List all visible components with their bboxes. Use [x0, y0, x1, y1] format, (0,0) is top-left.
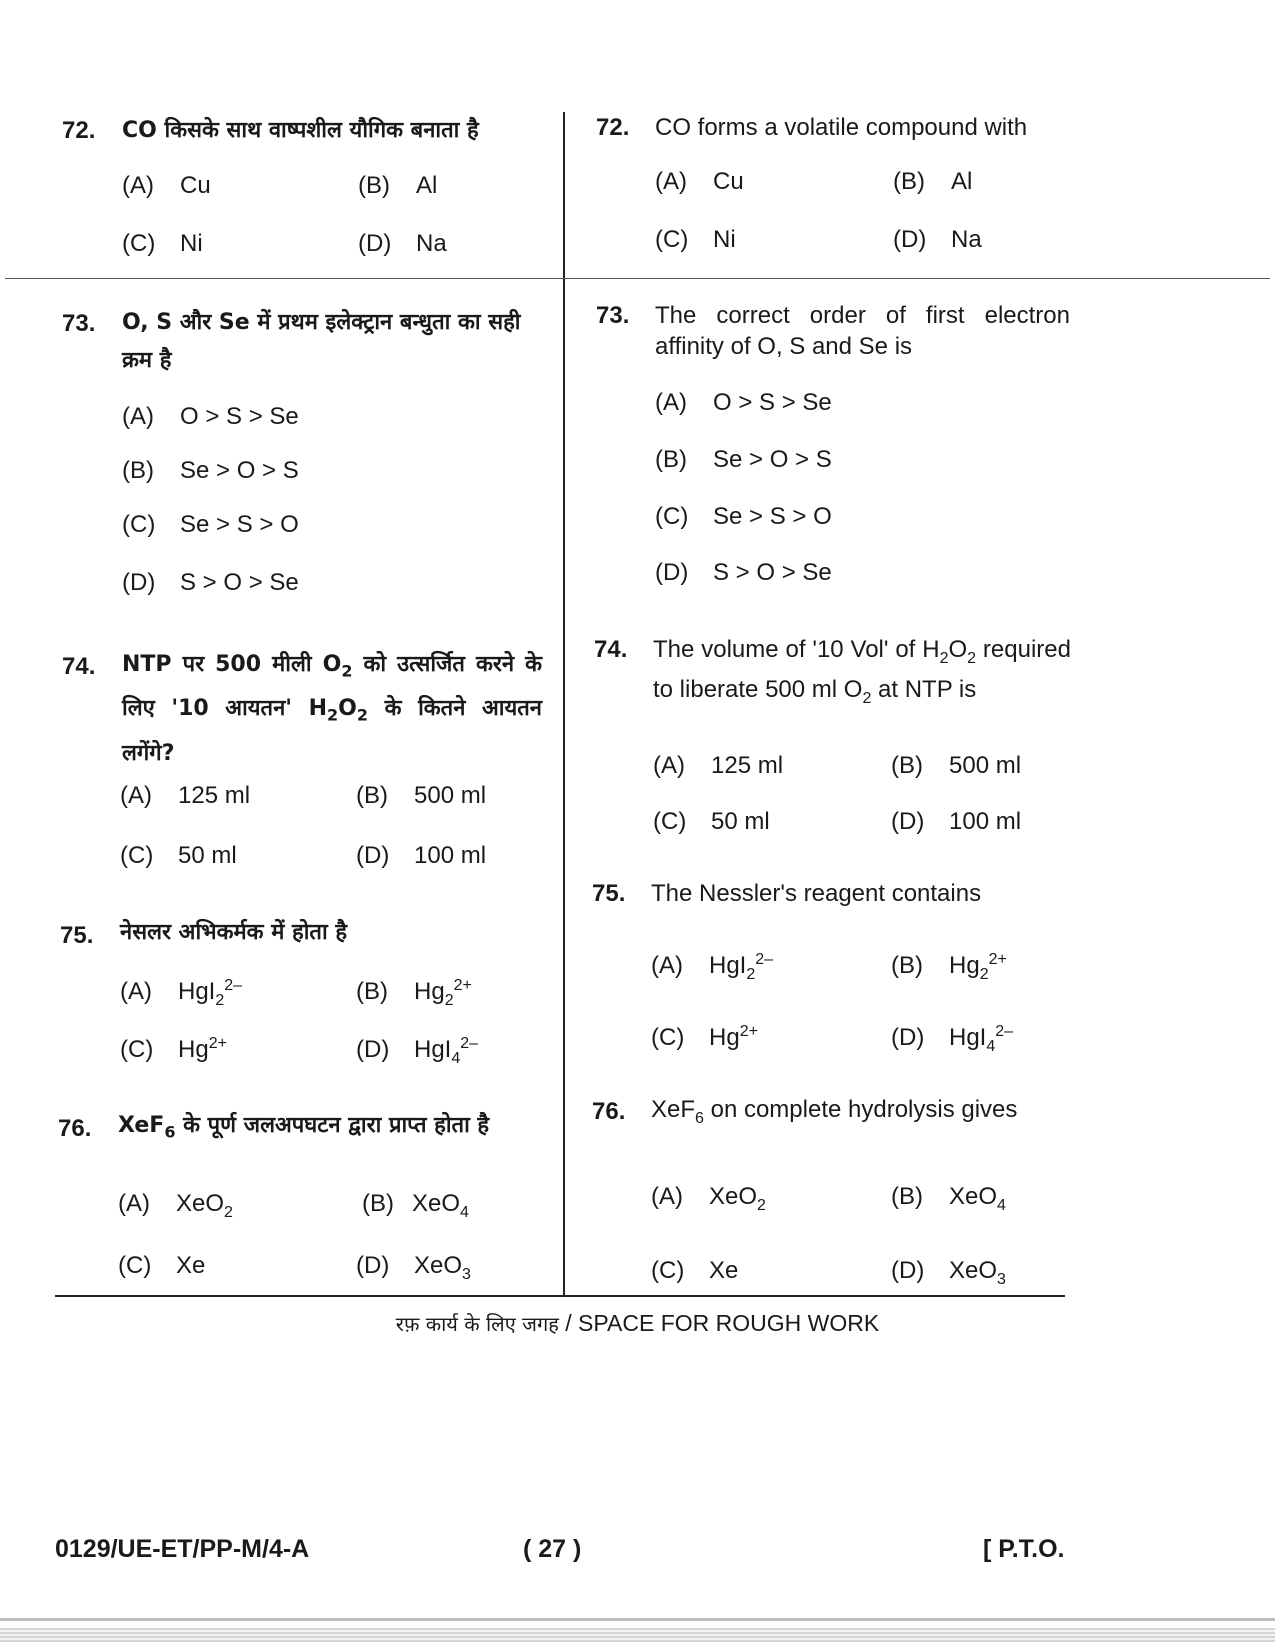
option-label: (A) — [655, 389, 687, 416]
option-label: (D) — [893, 226, 927, 253]
option — [891, 951, 1007, 984]
paper-code: 0129/UE-ET/PP-M/4-A — [55, 1535, 310, 1563]
page-number: ( 27 ) — [523, 1535, 582, 1563]
option — [891, 1023, 1013, 1056]
formula: XeO — [709, 1183, 758, 1210]
option-value: Al — [951, 168, 973, 195]
subscript: 2 — [757, 1196, 766, 1214]
formula: XeO — [412, 1190, 461, 1217]
rough-work-hindi: रफ़ कार्य के लिए जगह — [395, 1312, 559, 1336]
question-number: 74. — [62, 653, 96, 680]
option-label: (C) — [120, 842, 154, 869]
option — [358, 230, 447, 258]
rough-work-english: SPACE FOR ROUGH WORK — [578, 1310, 880, 1336]
option — [655, 503, 832, 531]
option — [893, 168, 972, 196]
option — [358, 172, 437, 200]
question-number: 76. — [592, 1098, 626, 1125]
option — [653, 808, 770, 836]
subscript: 4 — [986, 1037, 996, 1055]
option-label: (C) — [122, 511, 156, 538]
option — [356, 842, 486, 870]
subscript: 3 — [462, 1265, 471, 1283]
subscript: 4 — [451, 1049, 461, 1067]
superscript: 2– — [995, 1023, 1014, 1040]
question-text: CO forms a volatile compound with — [655, 114, 1028, 141]
option — [356, 1252, 471, 1284]
subscript: 2 — [327, 705, 339, 725]
option-label: (A) — [120, 978, 152, 1005]
text-part: required to liberate 500 ml O — [653, 636, 1071, 703]
question-text — [653, 634, 1071, 714]
rough-work-rule — [55, 1295, 1065, 1297]
option-value: 125 ml — [711, 752, 784, 779]
formula: Xe — [176, 1252, 206, 1279]
question-number: 73. — [596, 302, 630, 329]
option — [356, 977, 472, 1010]
formula: HgI — [949, 1024, 987, 1051]
superscript: 2+ — [208, 1035, 227, 1052]
option-label: (B) — [891, 1183, 923, 1210]
option-label: (B) — [356, 782, 388, 809]
option-label: (C) — [120, 1036, 154, 1063]
option-value: Cu — [713, 168, 744, 195]
option-label: (D) — [655, 559, 689, 586]
question-text: CO किसके साथ वाष्पशील यौगिक बनाता है — [122, 118, 479, 143]
text-part: O — [338, 696, 357, 722]
option-value: Se > O > S — [713, 446, 832, 473]
superscript: 2– — [460, 1035, 479, 1052]
option-value: 50 ml — [711, 808, 770, 835]
option — [122, 511, 299, 539]
formula: XeO — [949, 1183, 998, 1210]
question-number: 75. — [592, 880, 626, 907]
option — [893, 226, 982, 254]
option-label: (A) — [122, 172, 154, 199]
subscript: 4 — [460, 1203, 469, 1221]
option-label: (C) — [655, 503, 689, 530]
option-label: (B) — [891, 952, 923, 979]
option-label: (B) — [358, 172, 390, 199]
question-number: 74. — [594, 636, 628, 663]
formula: Xe — [709, 1257, 739, 1284]
option-value: O > S > Se — [713, 389, 832, 416]
column-divider — [563, 112, 565, 1295]
question-text — [122, 646, 542, 773]
option — [356, 1035, 478, 1068]
option-value: Se > O > S — [180, 457, 299, 484]
option-value: O > S > Se — [180, 403, 299, 430]
subscript: 2 — [939, 649, 949, 667]
option — [120, 977, 242, 1010]
option-label: (B) — [893, 168, 925, 195]
option-label: (B) — [891, 752, 923, 779]
rough-work-separator: / — [558, 1310, 579, 1336]
question-number: 76. — [58, 1115, 92, 1142]
option-value: 50 ml — [178, 842, 237, 869]
superscript: 2+ — [988, 951, 1007, 968]
option — [891, 1183, 1006, 1215]
option-value: Na — [951, 226, 982, 253]
option-label: (D) — [358, 230, 392, 257]
option-value: S > O > Se — [713, 559, 832, 586]
option — [651, 1023, 758, 1052]
text-part: on complete hydrolysis gives — [703, 1096, 1018, 1123]
option-label: (D) — [891, 1024, 925, 1051]
superscript: 2– — [755, 951, 774, 968]
option-label: (B) — [356, 978, 388, 1005]
formula: HgI — [709, 952, 747, 979]
text-part: O — [948, 636, 968, 663]
formula: XeO — [414, 1252, 463, 1279]
formula: Hg — [709, 1024, 740, 1051]
text-part: XeF — [118, 1113, 165, 1138]
formula: HgI — [178, 978, 216, 1005]
option-label: (D) — [356, 842, 390, 869]
subscript: 4 — [997, 1196, 1006, 1214]
option — [651, 1183, 766, 1215]
option — [655, 226, 736, 254]
option-label: (A) — [118, 1190, 150, 1217]
option-label: (C) — [118, 1252, 152, 1279]
option — [653, 752, 783, 780]
question-number: 75. — [60, 922, 94, 949]
option-label: (D) — [891, 808, 925, 835]
question-text — [651, 1094, 1069, 1134]
option — [122, 457, 299, 485]
subscript: 6 — [695, 1109, 704, 1127]
question-text: The correct order of first electron affinity of O, S and Se is — [655, 302, 1070, 360]
option-label: (D) — [356, 1036, 390, 1063]
question-number: 73. — [62, 310, 96, 337]
option — [362, 1190, 469, 1222]
option-label: (B) — [655, 446, 687, 473]
option-label: (C) — [655, 226, 689, 253]
subscript: 2 — [746, 965, 756, 983]
option — [122, 403, 299, 431]
question-text: O, S और Se में प्रथम इलेक्ट्रान बन्धुता का सही क्रम है — [122, 310, 521, 373]
subscript: 2 — [979, 965, 989, 983]
option-value: 500 ml — [949, 752, 1022, 779]
option-label: (D) — [122, 569, 156, 596]
option — [891, 1257, 1006, 1289]
option-value: Na — [416, 230, 447, 257]
subscript: 2 — [356, 705, 369, 725]
option — [122, 569, 299, 597]
subscript: 2 — [444, 991, 454, 1009]
text-part: at NTP is — [871, 675, 977, 703]
formula: Hg — [949, 952, 980, 979]
option — [118, 1190, 233, 1222]
option — [651, 951, 773, 984]
option-label: (D) — [356, 1252, 390, 1279]
text-part: को उत्सर्जित करने के लिए '10 आयतन' H — [122, 652, 542, 722]
subscript: 2 — [224, 1203, 233, 1221]
scan-artifact — [0, 1628, 1275, 1642]
option-value: Cu — [180, 172, 211, 199]
subscript: 6 — [164, 1122, 176, 1142]
option-label: (C) — [122, 230, 156, 257]
text-part: NTP पर 500 मीली O — [122, 652, 342, 677]
formula: Hg — [414, 978, 445, 1005]
option — [120, 842, 237, 870]
option-label: (B) — [362, 1190, 394, 1217]
option — [891, 808, 1021, 836]
option — [655, 389, 832, 417]
text-part: The volume of '10 Vol' of H — [653, 636, 940, 663]
option-value: S > O > Se — [180, 569, 299, 596]
option-label: (A) — [651, 952, 683, 979]
option — [120, 782, 250, 810]
subscript: 2 — [341, 661, 353, 681]
option-label: (A) — [122, 403, 154, 430]
question-text — [118, 1107, 538, 1151]
formula: XeO — [176, 1190, 225, 1217]
option-value: Se > S > O — [713, 503, 832, 530]
option-label: (A) — [655, 168, 687, 195]
rough-work-label — [0, 1310, 1275, 1337]
question-number: 72. — [596, 114, 630, 141]
option-value: Ni — [713, 226, 736, 253]
question-number: 72. — [62, 117, 96, 144]
option-value: Ni — [180, 230, 203, 257]
formula: HgI — [414, 1036, 452, 1063]
scan-artifact — [0, 1618, 1275, 1621]
formula: XeO — [949, 1257, 998, 1284]
superscript: 2+ — [453, 977, 472, 994]
question-text: नेसलर अभिकर्मक में होता है — [120, 920, 348, 945]
formula: Hg — [178, 1036, 209, 1063]
subscript: 3 — [997, 1270, 1006, 1288]
row-divider — [5, 278, 1270, 279]
option — [655, 446, 832, 474]
text-part: के पूर्ण जलअपघटन द्वारा प्राप्त होता है — [175, 1113, 490, 1138]
option — [122, 172, 211, 200]
subscript: 2 — [215, 991, 225, 1009]
option-label: (D) — [891, 1257, 925, 1284]
text-part: XeF — [651, 1096, 696, 1123]
option — [655, 168, 744, 196]
option — [120, 1035, 227, 1064]
superscript: 2– — [224, 977, 243, 994]
option — [356, 782, 486, 810]
option-label: (B) — [122, 457, 154, 484]
option-label: (C) — [651, 1024, 685, 1051]
question-text: The Nessler's reagent contains — [651, 880, 982, 907]
subscript: 2 — [967, 649, 977, 667]
option-label: (A) — [120, 782, 152, 809]
option-value: 100 ml — [949, 808, 1022, 835]
option-label: (A) — [651, 1183, 683, 1210]
option-label: (A) — [653, 752, 685, 779]
option-value: Al — [416, 172, 438, 199]
text-part: के कितने आयतन लगेंगे? — [122, 696, 543, 766]
subscript: 2 — [862, 689, 872, 707]
option — [651, 1257, 738, 1285]
option — [891, 752, 1021, 780]
option — [122, 230, 203, 258]
pto-label: [ P.T.O. — [983, 1535, 1065, 1563]
option-value: 100 ml — [414, 842, 487, 869]
option-label: (C) — [653, 808, 687, 835]
option-value: Se > S > O — [180, 511, 299, 538]
superscript: 2+ — [739, 1023, 758, 1040]
option-value: 500 ml — [414, 782, 487, 809]
option — [118, 1252, 205, 1280]
option-value: 125 ml — [178, 782, 251, 809]
option — [655, 559, 832, 587]
option-label: (C) — [651, 1257, 685, 1284]
